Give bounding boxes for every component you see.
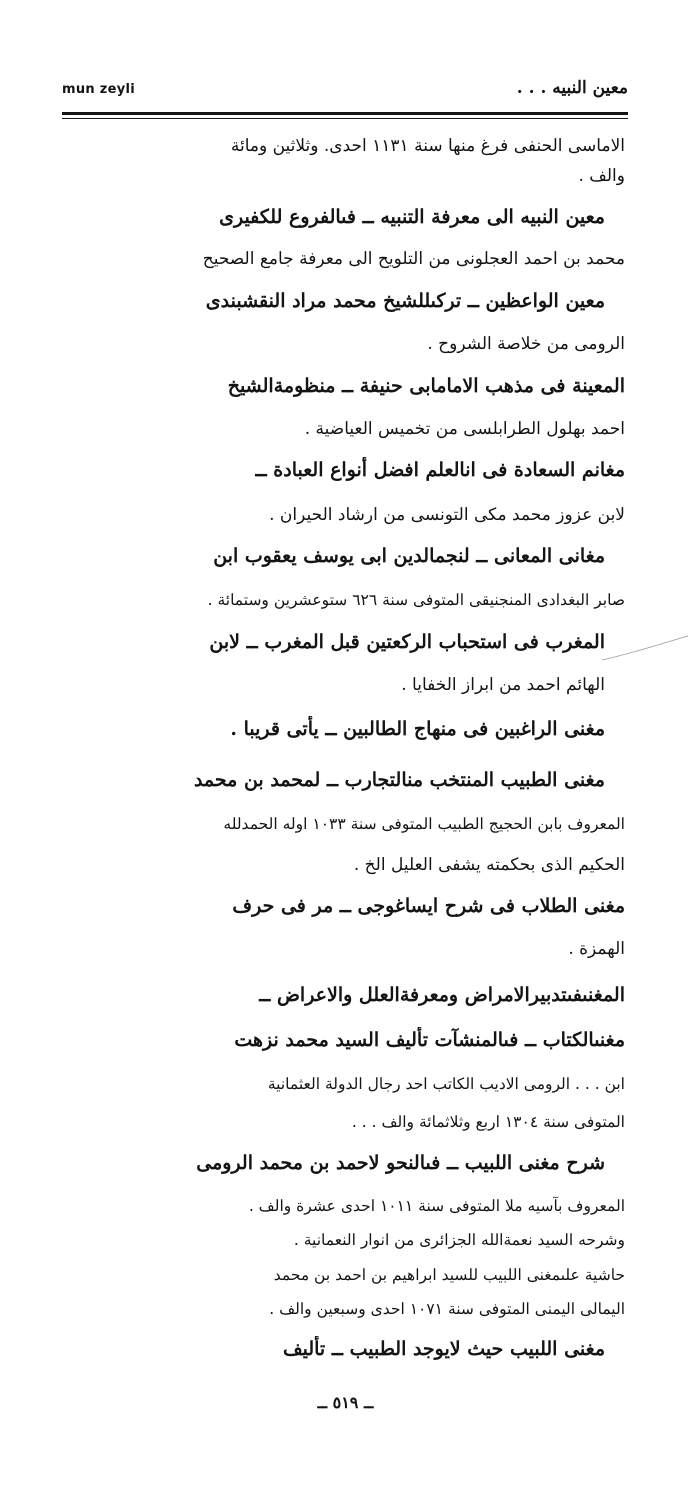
text-line: المتوفى سنة ١٣٠٤ اربع وثلاثمائة والف . . . — [351, 1113, 625, 1131]
text-line: الهمزة . — [568, 939, 625, 959]
text-line: ابن . . . الرومى الاديب الكاتب احد رجال الدولة العثمانية — [267, 1075, 625, 1093]
margin-pencil-mark — [600, 634, 690, 664]
header-rule-thick — [62, 112, 628, 115]
entry-heading: مغنىالكتاب ــ فىالمنشآت تأليف السيد محمد نزهت — [234, 1029, 625, 1051]
header-rule-thin — [62, 118, 628, 119]
text-line: الاماسى الحنفى فرغ منها سنة ١١٣١ احدى. وثلاثين ومائة — [230, 136, 625, 156]
entry-heading: مغانم السعادة فى انالعلم افضل أنواع العبادة ــ — [255, 459, 625, 481]
entry-heading: مغنى اللبيب حيث لايوجد الطبيب ــ تأليف — [282, 1338, 605, 1360]
text-line: الحكيم الذى بحكمته يشفى العليل الخ . — [353, 855, 625, 875]
entry-heading: مغنى الطلاب فى شرح ايساغوجى ــ مر فى حرف — [232, 895, 625, 917]
header-left-text: mun zeyli — [62, 82, 136, 97]
entry-heading: شرح مغنى اللبيب ــ فىالنحو لاحمد بن محمد الرومى — [196, 1152, 605, 1174]
entry-heading: مغانى المعانى ــ لنجمالدين ابى يوسف يعقوب ابن — [213, 545, 605, 567]
running-header — [62, 78, 628, 108]
entry-heading: معين النبيه الى معرفة التنبيه ــ فىالفروع للكفيرى — [219, 206, 605, 228]
text-line: محمد بن احمد العجلونى من التلويح الى معرفة جامع الصحيح — [202, 249, 625, 269]
entry-heading: المغنىفىتدبيرالامراض ومعرفةالعلل والاعراض ــ — [259, 984, 625, 1006]
page-number: ــ ٥١٩ ــ — [317, 1393, 374, 1412]
entry-heading: مغنى الراغبين فى منهاج الطالبين ــ يأتى قريبا . — [230, 718, 605, 740]
text-line: المعروف بآسيه ملا المتوفى سنة ١٠١١ احدى عشرة والف . — [248, 1197, 625, 1215]
text-line: المعروف بابن الحجيج الطبيب المتوفى سنة ١٠٣٣ اوله الحمدلله — [223, 815, 625, 833]
entry-heading: المغرب فى استحباب الركعتين قبل المغرب ــ لابن — [209, 631, 605, 653]
text-line: وشرحه السيد نعمةالله الجزائرى من انوار النعمانية . — [293, 1231, 625, 1249]
text-line: احمد بهلول الطرابلسى من تخميس العياضية . — [304, 419, 625, 439]
text-line: الهائم احمد من ابراز الخفايا . — [401, 675, 605, 695]
text-line: اليمالى اليمنى المتوفى سنة ١٠٧١ احدى وسبعين والف . — [269, 1300, 625, 1318]
header-right-title: معين النبيه . . . — [516, 78, 628, 98]
text-line: حاشية علىمغنى اللبيب للسيد ابراهيم بن احمد بن محمد — [273, 1266, 625, 1284]
text-line: الرومى من خلاصة الشروح . — [427, 334, 625, 354]
entry-heading: المعينة فى مذهب الامامابى حنيفة ــ منظومةالشيخ — [227, 375, 625, 397]
entry-heading: معين الواعظين ــ تركىللشيخ محمد مراد النقشبندى — [205, 290, 605, 312]
text-line: لابن عزوز محمد مكى التونسى من ارشاد الحيران . — [269, 505, 625, 525]
text-line: صابر البغدادى المنجنيقى المتوفى سنة ٦٢٦ ستوعشرين وستمائة . — [207, 591, 625, 609]
text-line: والف . — [578, 166, 625, 186]
entry-heading: مغنى الطبيب المنتخب منالتجارب ــ لمحمد بن محمد — [193, 769, 605, 791]
